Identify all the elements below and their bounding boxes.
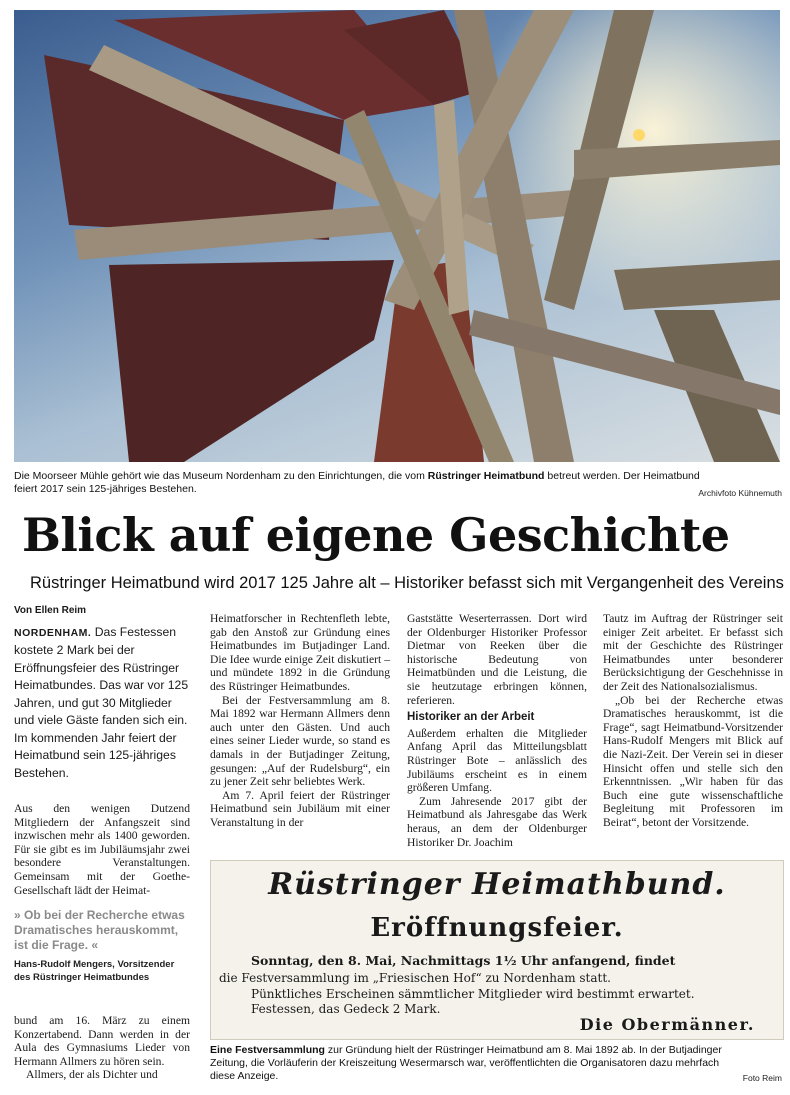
paragraph: Gaststätte Weserterrassen. Dort wird der Oldenburger Historiker Professor Dietmar von Reeken über die historische Bedeutung von Heimatbünden und die Leistung, die sie heutzutage erbringen können, referieren.	[407, 612, 587, 707]
paragraph: Zum Jahresende 2017 gibt der Heimatbund als Jahresgabe das Werk heraus, an dem der Oldenburger Historiker Dr. Joachim	[407, 794, 587, 849]
photo-caption: Die Moorseer Mühle gehört wie das Museum Nordenham zu den Einrichtungen, die vom Rüstringer Heimatbund betreut werden. Der Heimatbund feiert 2017 sein 125-jähriges Bestehen.	[14, 470, 700, 495]
historic-advertisement	[210, 860, 784, 1040]
byline: Von Ellen Reim	[14, 605, 87, 616]
ad-line: Pünktliches Erscheinen sämmtlicher Mitglieder wird bestimmt erwartet.	[251, 987, 695, 1001]
paragraph: bund am 16. März zu einem Konzertabend. Dann werden in der Aula des Gymnasiums Lieder von Hermann Allmers zu hören sein.	[14, 1014, 190, 1068]
paragraph: Aus den wenigen Dutzend Mitgliedern der Anfangszeit sind inzwischen mehr als 1400 geworden. Für sie gibt es im Jubiläumsjahr zwei besondere Veranstaltungen. Gemeinsam mit der Goethe-Gesellschaft lädt der Heimat-	[14, 802, 190, 897]
paragraph: Bei der Festversammlung am 8. Mai 1892 war Hermann Allmers denn auch unter den Gästen. Und auch eines seiner Lieder wurde, so stand es damals in der Butjadinger Zeitung, gesungen: „Auf der Rudelsburg“, ein zu jener Zeit sehr beliebtes Werk.	[210, 693, 390, 789]
ad-subtitle: Eröffnungsfeier.	[370, 913, 624, 943]
paragraph: „Ob bei der Recherche etwas Dramatisches herauskommt, ist die Frage“, sagt Heimatbund-Vorsitzender Hans-Rudolf Mengers mit Blick auf die Nazi-Zeit. Der Verein sei in dieser Hinsicht offen und stelle sich den Erkenntnissen. „Wir haben für das Buch eine gute wissenschaftliche Begleitung mit Professoren im Beirat“, betont der Vorsitzende.	[603, 693, 783, 829]
paragraph: Allmers, der als Dichter und	[26, 1068, 158, 1082]
ad-title: Rüstringer Heimathbund.	[268, 867, 726, 902]
ad-line: Festessen, das Gedeck 2 Mark.	[251, 1002, 441, 1016]
pull-quote: » Ob bei der Recherche etwas Dramatisches herauskommt, ist die Frage. « Hans-Rudolf Mengers, Vorsitzender des Rüstringer Heimatbundes	[14, 908, 189, 984]
paragraph: Heimatforscher in Rechtenfleth lebte, gab den Anstoß zur Gründung eines Heimatbundes im Butjadinger Land. Die Idee wurde einige Zeit diskutiert – und mündete 1892 in die Gründung des Rüstringer Heimatbundes.	[210, 612, 390, 693]
ad-line: die Festversammlung im „Friesischen Hof“ zu Nordenham statt.	[219, 971, 611, 985]
ad-signature: Die Obermänner.	[579, 1015, 755, 1034]
ad-caption: Eine Festversammlung zur Gründung hielt der Rüstringer Heimatbund am 8. Mai 1892 ab. In der Butjadinger Zeitung, die Vorläuferin der Kreiszeitung Wesermarsch war, veröffentlichten die Organisatoren dazu mehrfach diese Anzeige.	[210, 1044, 722, 1082]
article-column-1-cont	[14, 1014, 190, 1082]
paragraph: Außerdem erhalten die Mitglieder Anfang April das Mitteilungsblatt Rüstringer Bote – anlässlich des Jubiläums erscheint es in einem größeren Umfang.	[407, 726, 587, 795]
ad-line: Sonntag, den 8. Mai, Nachmittags 1½ Uhr anfangend, findet	[251, 953, 676, 968]
photo-credit: Archivfoto Kühnemuth	[698, 488, 782, 498]
section-subheading: Historiker an der Arbeit	[407, 711, 535, 724]
article-column-1	[14, 604, 190, 897]
article-column-3	[407, 612, 587, 849]
windmill-photo	[14, 10, 780, 462]
paragraph: Tautz im Auftrag der Rüstringer seit einiger Zeit arbeitet. Er befasst sich mit der Geschichte des Rüstringer Heimatbundes unter besonderer Berücksichtigung der Geschehnisse in der Zeit des Nationalsozialismus.	[603, 612, 783, 693]
article-column-4	[603, 612, 783, 830]
subheadline: Rüstringer Heimatbund wird 2017 125 Jahre alt – Historiker befasst sich mit Vergangenheit des Vereins	[30, 574, 784, 592]
ad-credit: Foto Reim	[742, 1073, 782, 1083]
article-column-2	[210, 612, 390, 830]
quote-author: Hans-Rudolf Mengers, Vorsitzender des Rüstringer Heimatbundes	[14, 959, 175, 983]
paragraph: Am 7. April feiert der Rüstringer Heimatbund sein Jubiläum mit einer Veranstaltung in der	[210, 788, 390, 829]
lead-paragraph: NORDENHAM. Das Festessen kostete 2 Mark bei der Eröffnungsfeier des Rüstringer Heimatbundes. Das war vor 125 Jahren, und gut 30 Mitglieder und viele Gäste fanden sich ein. Im kommenden Jahr feiert der Heimatbund sein 125-jähriges Bestehen.	[14, 624, 189, 780]
headline: Blick auf eigene Geschichte	[22, 508, 730, 562]
